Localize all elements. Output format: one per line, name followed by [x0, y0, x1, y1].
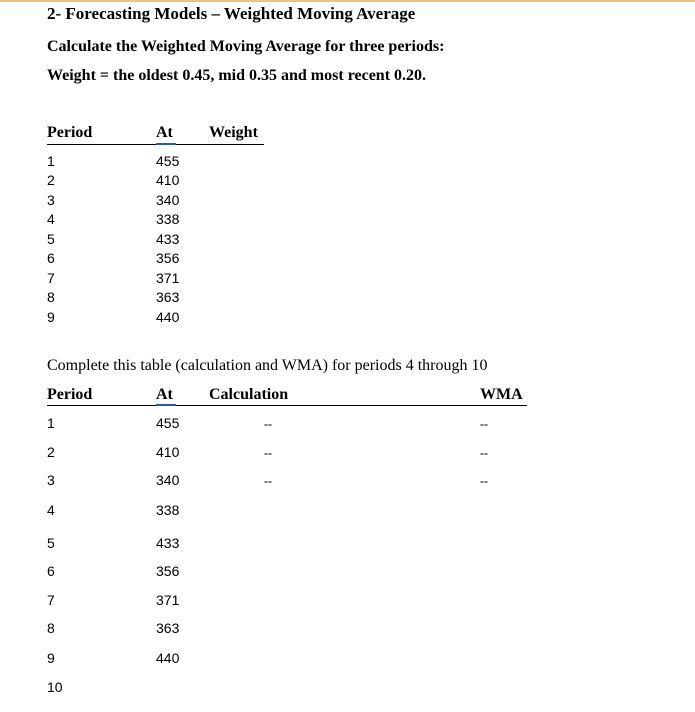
- table2-at-cell: 433: [156, 535, 180, 551]
- table1-at-cell: 440: [156, 309, 180, 325]
- table2-period-cell: 1: [47, 415, 55, 431]
- table1-period-cell: 2: [47, 172, 55, 188]
- table1-header-period: Period: [47, 124, 93, 141]
- table2-at-cell: 371: [156, 592, 180, 608]
- table1-period-cell: 9: [47, 309, 55, 325]
- page-heading: 2- Forecasting Models – Weighted Moving Average: [47, 4, 416, 23]
- top-border: [0, 0, 695, 2]
- table1-period-cell: 1: [47, 153, 55, 169]
- complete-prompt: Complete this table (calculation and WMA) for periods 4 through 10: [47, 357, 488, 374]
- table1-period-cell: 6: [47, 250, 55, 266]
- table1-header-weight: Weight: [209, 124, 258, 141]
- table2-wma-cell: --: [480, 417, 488, 431]
- table2-at-cell: 338: [156, 502, 180, 518]
- table1-period-cell: 3: [47, 192, 55, 208]
- table1-at-cell: 356: [156, 250, 180, 266]
- table2-calculation-cell: --: [264, 446, 272, 460]
- table2-calculation-cell: --: [264, 417, 272, 431]
- table1-at-cell: 371: [156, 270, 180, 286]
- table1-period-cell: 4: [47, 211, 55, 227]
- table2-period-cell: 2: [47, 444, 55, 460]
- table2-period-cell: 6: [47, 563, 55, 579]
- table2-header-rule: [47, 405, 527, 406]
- table2-at-cell: 363: [156, 620, 180, 636]
- table2-at-underline: [156, 404, 176, 406]
- table1-at-underline: [156, 143, 176, 145]
- table2-period-cell: 5: [47, 535, 55, 551]
- table2-period-cell: 7: [47, 592, 55, 608]
- weights-text: Weight = the oldest 0.45, mid 0.35 and most recent 0.20.: [47, 67, 427, 84]
- table2-header-wma: WMA: [480, 386, 523, 403]
- table2-at-cell: 340: [156, 472, 180, 488]
- table2-header-period: Period: [47, 386, 93, 403]
- table2-at-cell: 410: [156, 444, 180, 460]
- table1-at-cell: 410: [156, 172, 180, 188]
- table1-at-cell: 455: [156, 153, 180, 169]
- table2-header-at: At: [156, 386, 173, 403]
- table1-period-cell: 5: [47, 231, 55, 247]
- table2-wma-cell: --: [480, 474, 488, 488]
- instruction-text: Calculate the Weighted Moving Average for three periods:: [47, 38, 445, 55]
- table1-period-cell: 7: [47, 270, 55, 286]
- table2-at-cell: 440: [156, 650, 180, 666]
- table1-period-cell: 8: [47, 289, 55, 305]
- table2-wma-cell: --: [480, 446, 488, 460]
- table2-calculation-cell: --: [264, 474, 272, 488]
- table1-header-at: At: [156, 124, 173, 141]
- table2-period-cell: 4: [47, 502, 55, 518]
- table2-header-calculation: Calculation: [209, 386, 289, 403]
- table2-period-cell: 9: [47, 650, 55, 666]
- table2-at-cell: 455: [156, 415, 180, 431]
- table2-at-cell: 356: [156, 563, 180, 579]
- table1-at-cell: 433: [156, 231, 180, 247]
- table1-at-cell: 338: [156, 211, 180, 227]
- table2-period-cell: 3: [47, 472, 55, 488]
- table1-at-cell: 340: [156, 192, 180, 208]
- table2-period-cell: 8: [47, 620, 55, 636]
- table1-at-cell: 363: [156, 289, 180, 305]
- table2-period-cell: 10: [47, 679, 63, 695]
